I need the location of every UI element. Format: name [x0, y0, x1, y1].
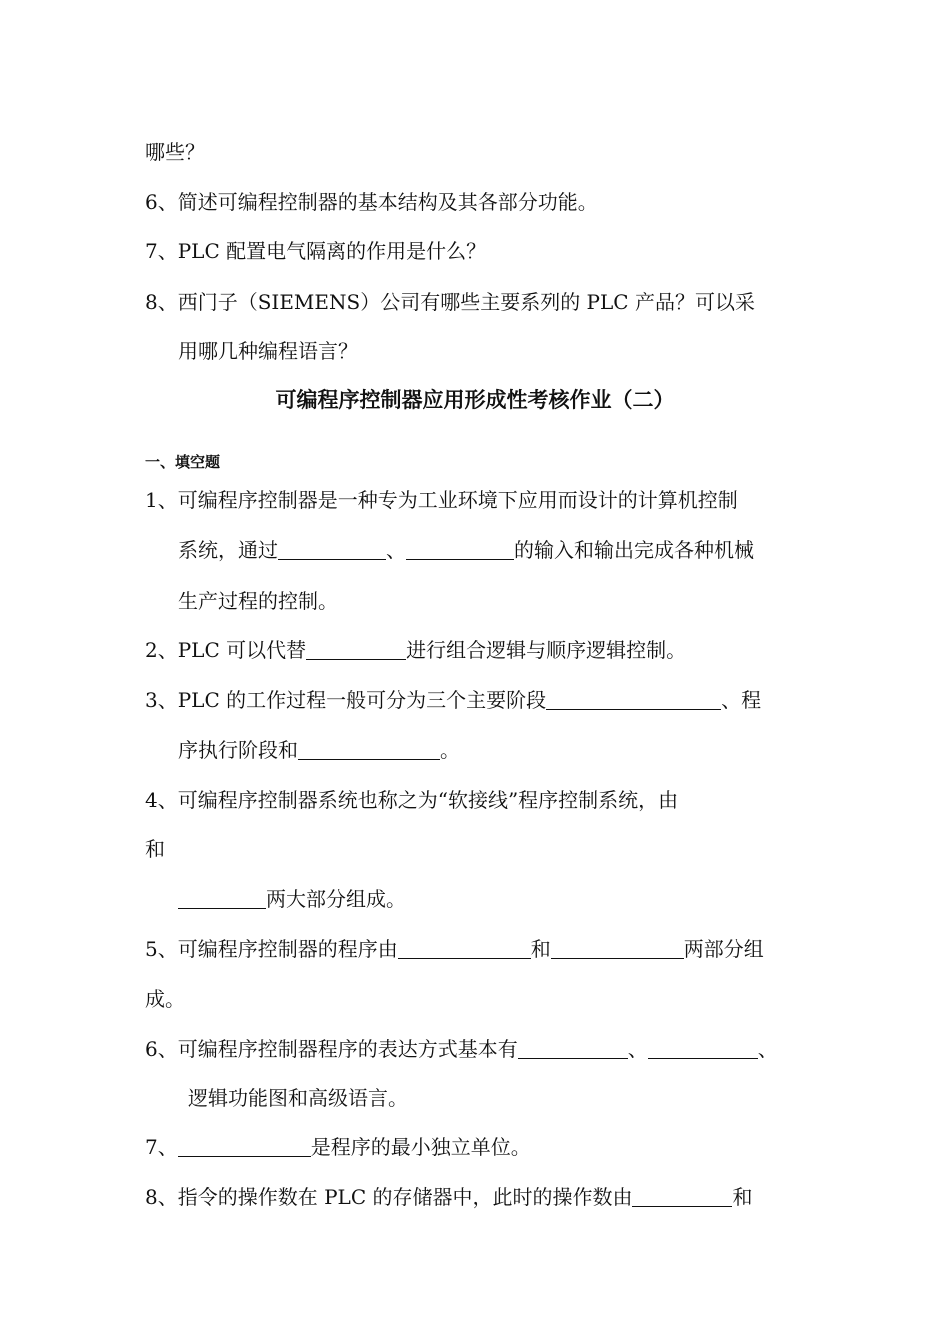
question-7 — [145, 1134, 531, 1160]
answer-blank-2[interactable] — [306, 639, 406, 660]
question-1-text-c: 的输入和输出完成各种机械 — [514, 538, 754, 562]
question-4-text-c: 两大部分组成。 — [266, 887, 406, 911]
answer-blank-1a[interactable] — [278, 539, 386, 560]
question-6-line1 — [145, 1036, 778, 1062]
question-6-text-c: 、 — [757, 1037, 778, 1061]
question-5-line2: 成。 — [145, 987, 185, 1011]
question-3-line1 — [145, 687, 761, 713]
question-5-text-b: 和 — [530, 937, 551, 961]
question-4-line2: 和 — [145, 837, 165, 861]
answer-blank-1b[interactable] — [406, 539, 514, 560]
question-8-text-a: 8、指令的操作数在 PLC 的存储器中，此时的操作数由 — [145, 1185, 633, 1209]
question-3-text-a: 3、PLC 的工作过程一般可分为三个主要阶段 — [145, 688, 547, 712]
answer-blank-5a[interactable] — [398, 938, 531, 959]
question-1-text-a: 系统，通过 — [178, 538, 278, 562]
question-3-text-b: 、程 — [721, 688, 762, 712]
section-heading: 一、填空题 — [145, 453, 221, 471]
question-1-text-b: 、 — [386, 538, 406, 562]
question-2 — [145, 637, 686, 663]
answer-blank-7[interactable] — [178, 1136, 311, 1157]
prev-q5-tail: 哪些？ — [145, 140, 205, 164]
prev-question-6: 6、简述可编程控制器的基本结构及其各部分功能。 — [145, 190, 598, 214]
page-title: 可编程序控制器应用形成性考核作业（二） — [275, 388, 675, 412]
answer-blank-6a[interactable] — [518, 1038, 628, 1059]
question-8 — [145, 1184, 752, 1210]
prev-question-7: 7、PLC 配置电气隔离的作用是什么？ — [145, 239, 487, 263]
question-6-text-b: 、 — [627, 1037, 648, 1061]
question-3-text-c: 序执行阶段和 — [178, 738, 298, 762]
answer-blank-5b[interactable] — [551, 938, 684, 959]
answer-blank-6b[interactable] — [648, 1038, 758, 1059]
answer-blank-3b[interactable] — [298, 739, 440, 760]
question-1-line2 — [178, 537, 754, 563]
question-5-text-a: 5、可编程序控制器的程序由 — [145, 937, 398, 961]
question-8-text-b: 和 — [732, 1185, 753, 1209]
question-4-line1: 4、可编程序控制器系统也称之为“软接线”程序控制系统，由 — [145, 788, 679, 812]
question-3-text-d: 。 — [440, 738, 460, 762]
question-6-text-a: 6、可编程序控制器程序的表达方式基本有 — [145, 1037, 518, 1061]
question-1-line3: 生产过程的控制。 — [178, 589, 338, 613]
prev-question-8-line2: 用哪几种编程语言？ — [178, 339, 358, 363]
question-5-text-c: 两部分组 — [683, 937, 764, 961]
question-5-line1 — [145, 936, 764, 962]
answer-blank-3a[interactable] — [546, 689, 721, 710]
question-2-text-a: 2、PLC 可以代替 — [145, 638, 307, 662]
question-1-line1: 1、可编程序控制器是一种专为工业环境下应用而设计的计算机控制 — [145, 488, 738, 512]
question-7-text-a: 7、 — [145, 1135, 178, 1159]
question-6-line2: 逻辑功能图和高级语言。 — [188, 1086, 408, 1110]
question-3-line2 — [178, 737, 460, 763]
question-2-text-b: 进行组合逻辑与顺序逻辑控制。 — [406, 638, 687, 662]
question-4-line3 — [178, 886, 406, 912]
prev-question-8-line1: 8、西门子（SIEMENS）公司有哪些主要系列的 PLC 产品？可以采 — [145, 290, 755, 314]
question-7-text-b: 是程序的最小独立单位。 — [310, 1135, 531, 1159]
answer-blank-8[interactable] — [632, 1186, 732, 1207]
answer-blank-4[interactable] — [178, 888, 266, 909]
